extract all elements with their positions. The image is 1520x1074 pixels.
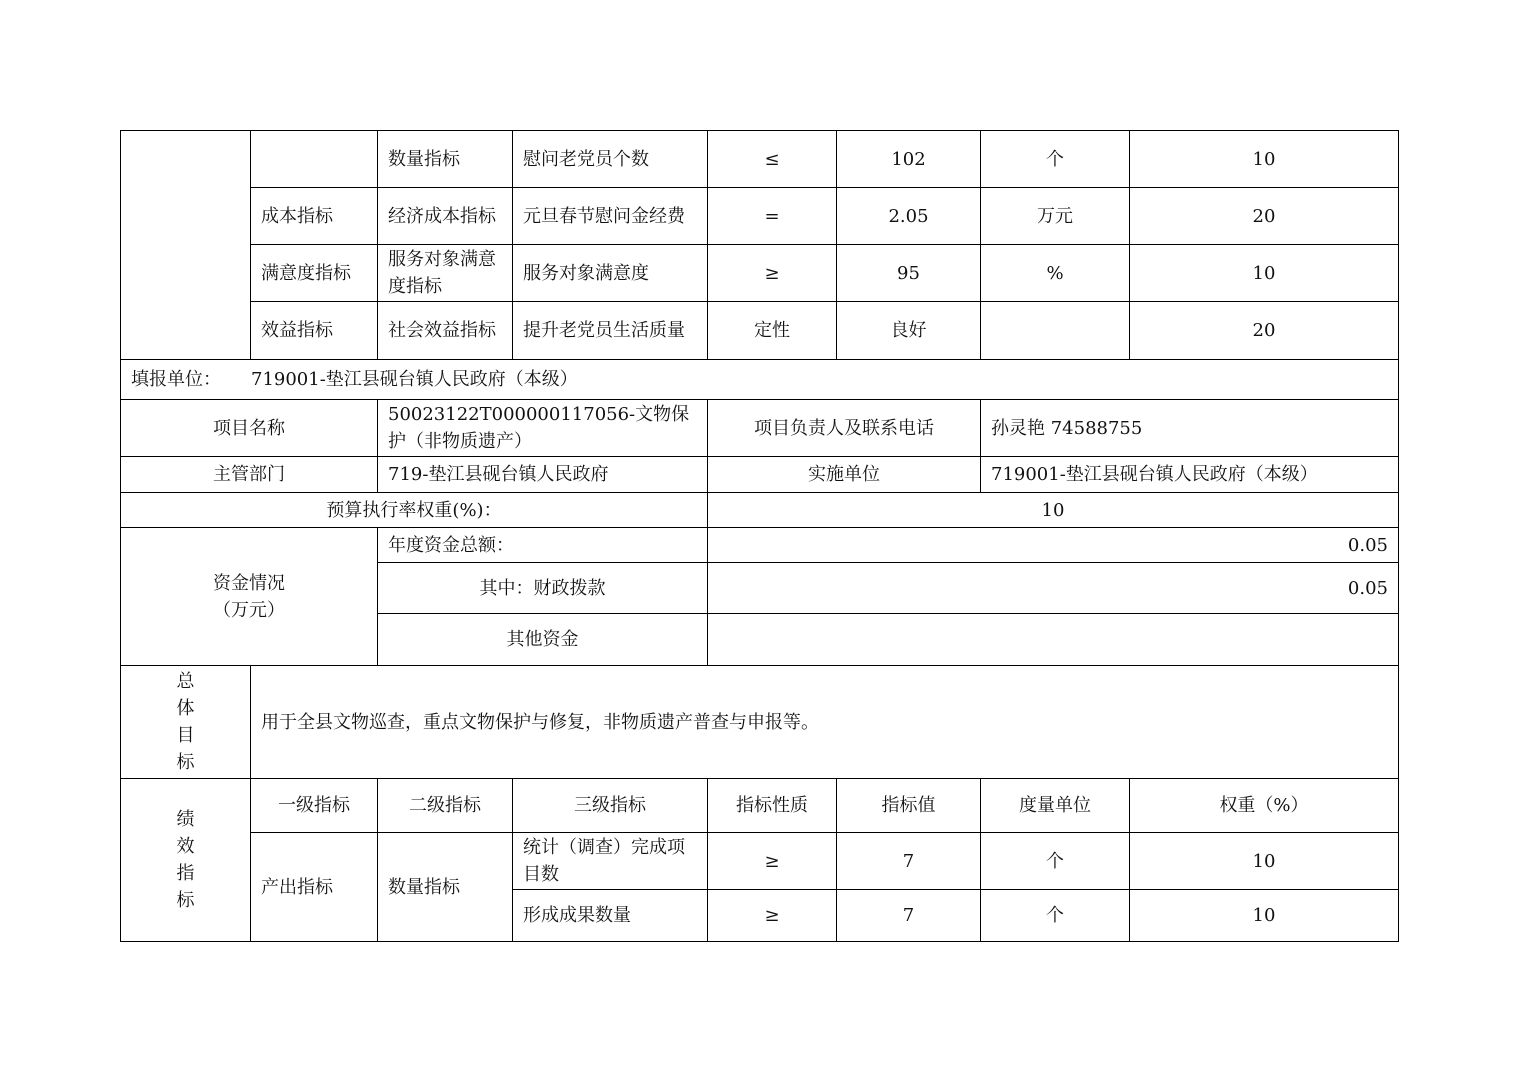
- budget-weight-value: 10: [708, 493, 1399, 528]
- indicator-weight: 20: [1130, 188, 1399, 245]
- goal-label-char: 标: [176, 752, 195, 773]
- funds-other-value: [708, 614, 1399, 666]
- funds-total-value: 0.05: [708, 528, 1399, 563]
- level2-indicator: 经济成本指标: [378, 188, 513, 245]
- indicator-unit: [981, 302, 1130, 360]
- project-contact-value: 孙灵艳 74588755: [981, 400, 1399, 457]
- indicator-weight: 10: [1130, 890, 1399, 942]
- indicator-weight: 10: [1130, 131, 1399, 188]
- header-unit: 度量单位: [981, 779, 1130, 833]
- indicator-weight: 20: [1130, 302, 1399, 360]
- filler-row: [121, 360, 1399, 400]
- blank-cell: [121, 131, 251, 360]
- filler-value: 719001-垫江县砚台镇人民政府（本级）: [251, 369, 578, 390]
- indicator-value: 102: [837, 131, 981, 188]
- indicator-unit: %: [981, 245, 1130, 302]
- performance-target-table: [120, 130, 1399, 942]
- funds-total-label: 年度资金总额：: [378, 528, 708, 563]
- perf-header-row: [121, 779, 1399, 833]
- header-weight: 权重（%）: [1130, 779, 1399, 833]
- budget-weight-row: [121, 493, 1399, 528]
- indicator-nature: ≥: [708, 890, 837, 942]
- header-level1: 一级指标: [251, 779, 378, 833]
- indicator-unit: 个: [981, 131, 1130, 188]
- header-value: 指标值: [837, 779, 981, 833]
- level3-indicator: 形成成果数量: [513, 890, 708, 942]
- indicator-nature: ≥: [708, 245, 837, 302]
- goal-label-char: 体: [176, 698, 195, 719]
- indicator-unit: 个: [981, 833, 1130, 890]
- level3-indicator: 统计（调查）完成项目数: [513, 833, 708, 890]
- level3-indicator: 提升老党员生活质量: [513, 302, 708, 360]
- indicator-nature: 定性: [708, 302, 837, 360]
- funds-label-line1: 资金情况: [213, 572, 285, 594]
- level2-indicator: 社会效益指标: [378, 302, 513, 360]
- table-row: [121, 131, 1399, 188]
- project-name-value: 50023122T000000117056-文物保护（非物质遗产）: [378, 400, 708, 457]
- filler-cell: [121, 360, 1399, 400]
- level1-indicator: 成本指标: [251, 188, 378, 245]
- indicator-value: 良好: [837, 302, 981, 360]
- indicator-value: 2.05: [837, 188, 981, 245]
- dept-label: 主管部门: [121, 457, 378, 493]
- goal-label-char: 目: [176, 725, 195, 746]
- indicator-value: 95: [837, 245, 981, 302]
- funds-other-label: 其他资金: [378, 614, 708, 666]
- indicator-nature: ≤: [708, 131, 837, 188]
- filler-label: 填报单位：: [131, 369, 221, 390]
- level2-indicator: 数量指标: [378, 131, 513, 188]
- header-level3: 三级指标: [513, 779, 708, 833]
- level2-indicator: 数量指标: [378, 833, 513, 942]
- goal-text: 用于全县文物巡查，重点文物保护与修复，非物质遗产普查与申报等。: [251, 666, 1399, 779]
- table-row: [121, 833, 1399, 890]
- perf-label: [121, 779, 251, 942]
- project-contact-label: 项目负责人及联系电话: [708, 400, 981, 457]
- level1-indicator: 满意度指标: [251, 245, 378, 302]
- indicator-value: 7: [837, 833, 981, 890]
- level1-indicator: 效益指标: [251, 302, 378, 360]
- level3-indicator: 元旦春节慰问金经费: [513, 188, 708, 245]
- dept-value: 719-垫江县砚台镇人民政府: [378, 457, 708, 493]
- perf-label-char: 绩: [176, 809, 195, 830]
- budget-weight-label: 预算执行率权重(%)：: [121, 493, 708, 528]
- level2-indicator: 服务对象满意度指标: [378, 245, 513, 302]
- indicator-unit: 万元: [981, 188, 1130, 245]
- header-nature: 指标性质: [708, 779, 837, 833]
- perf-label-char: 指: [176, 863, 195, 884]
- funds-fiscal-label: 其中：财政拨款: [378, 563, 708, 614]
- indicator-unit: 个: [981, 890, 1130, 942]
- impl-unit-label: 实施单位: [708, 457, 981, 493]
- dept-row: [121, 457, 1399, 493]
- goal-row: [121, 666, 1399, 779]
- funds-fiscal-value: 0.05: [708, 563, 1399, 614]
- indicator-value: 7: [837, 890, 981, 942]
- funds-label: [121, 528, 378, 666]
- level1-indicator: 产出指标: [251, 833, 378, 942]
- project-name-label: 项目名称: [121, 400, 378, 457]
- blank-cell: [251, 131, 378, 188]
- table-row: [121, 188, 1399, 245]
- perf-label-char: 效: [176, 836, 195, 857]
- indicator-weight: 10: [1130, 245, 1399, 302]
- goal-label-char: 总: [176, 671, 195, 692]
- perf-label-char: 标: [176, 890, 195, 911]
- funds-label-line2: （万元）: [213, 599, 285, 621]
- impl-unit-value: 719001-垫江县砚台镇人民政府（本级）: [981, 457, 1399, 493]
- indicator-weight: 10: [1130, 833, 1399, 890]
- header-level2: 二级指标: [378, 779, 513, 833]
- table-row: [121, 302, 1399, 360]
- indicator-nature: =: [708, 188, 837, 245]
- project-name-row: [121, 400, 1399, 457]
- table-row: [121, 245, 1399, 302]
- level3-indicator: 慰问老党员个数: [513, 131, 708, 188]
- indicator-nature: ≥: [708, 833, 837, 890]
- funds-total-row: [121, 528, 1399, 563]
- goal-label: [121, 666, 251, 779]
- level3-indicator: 服务对象满意度: [513, 245, 708, 302]
